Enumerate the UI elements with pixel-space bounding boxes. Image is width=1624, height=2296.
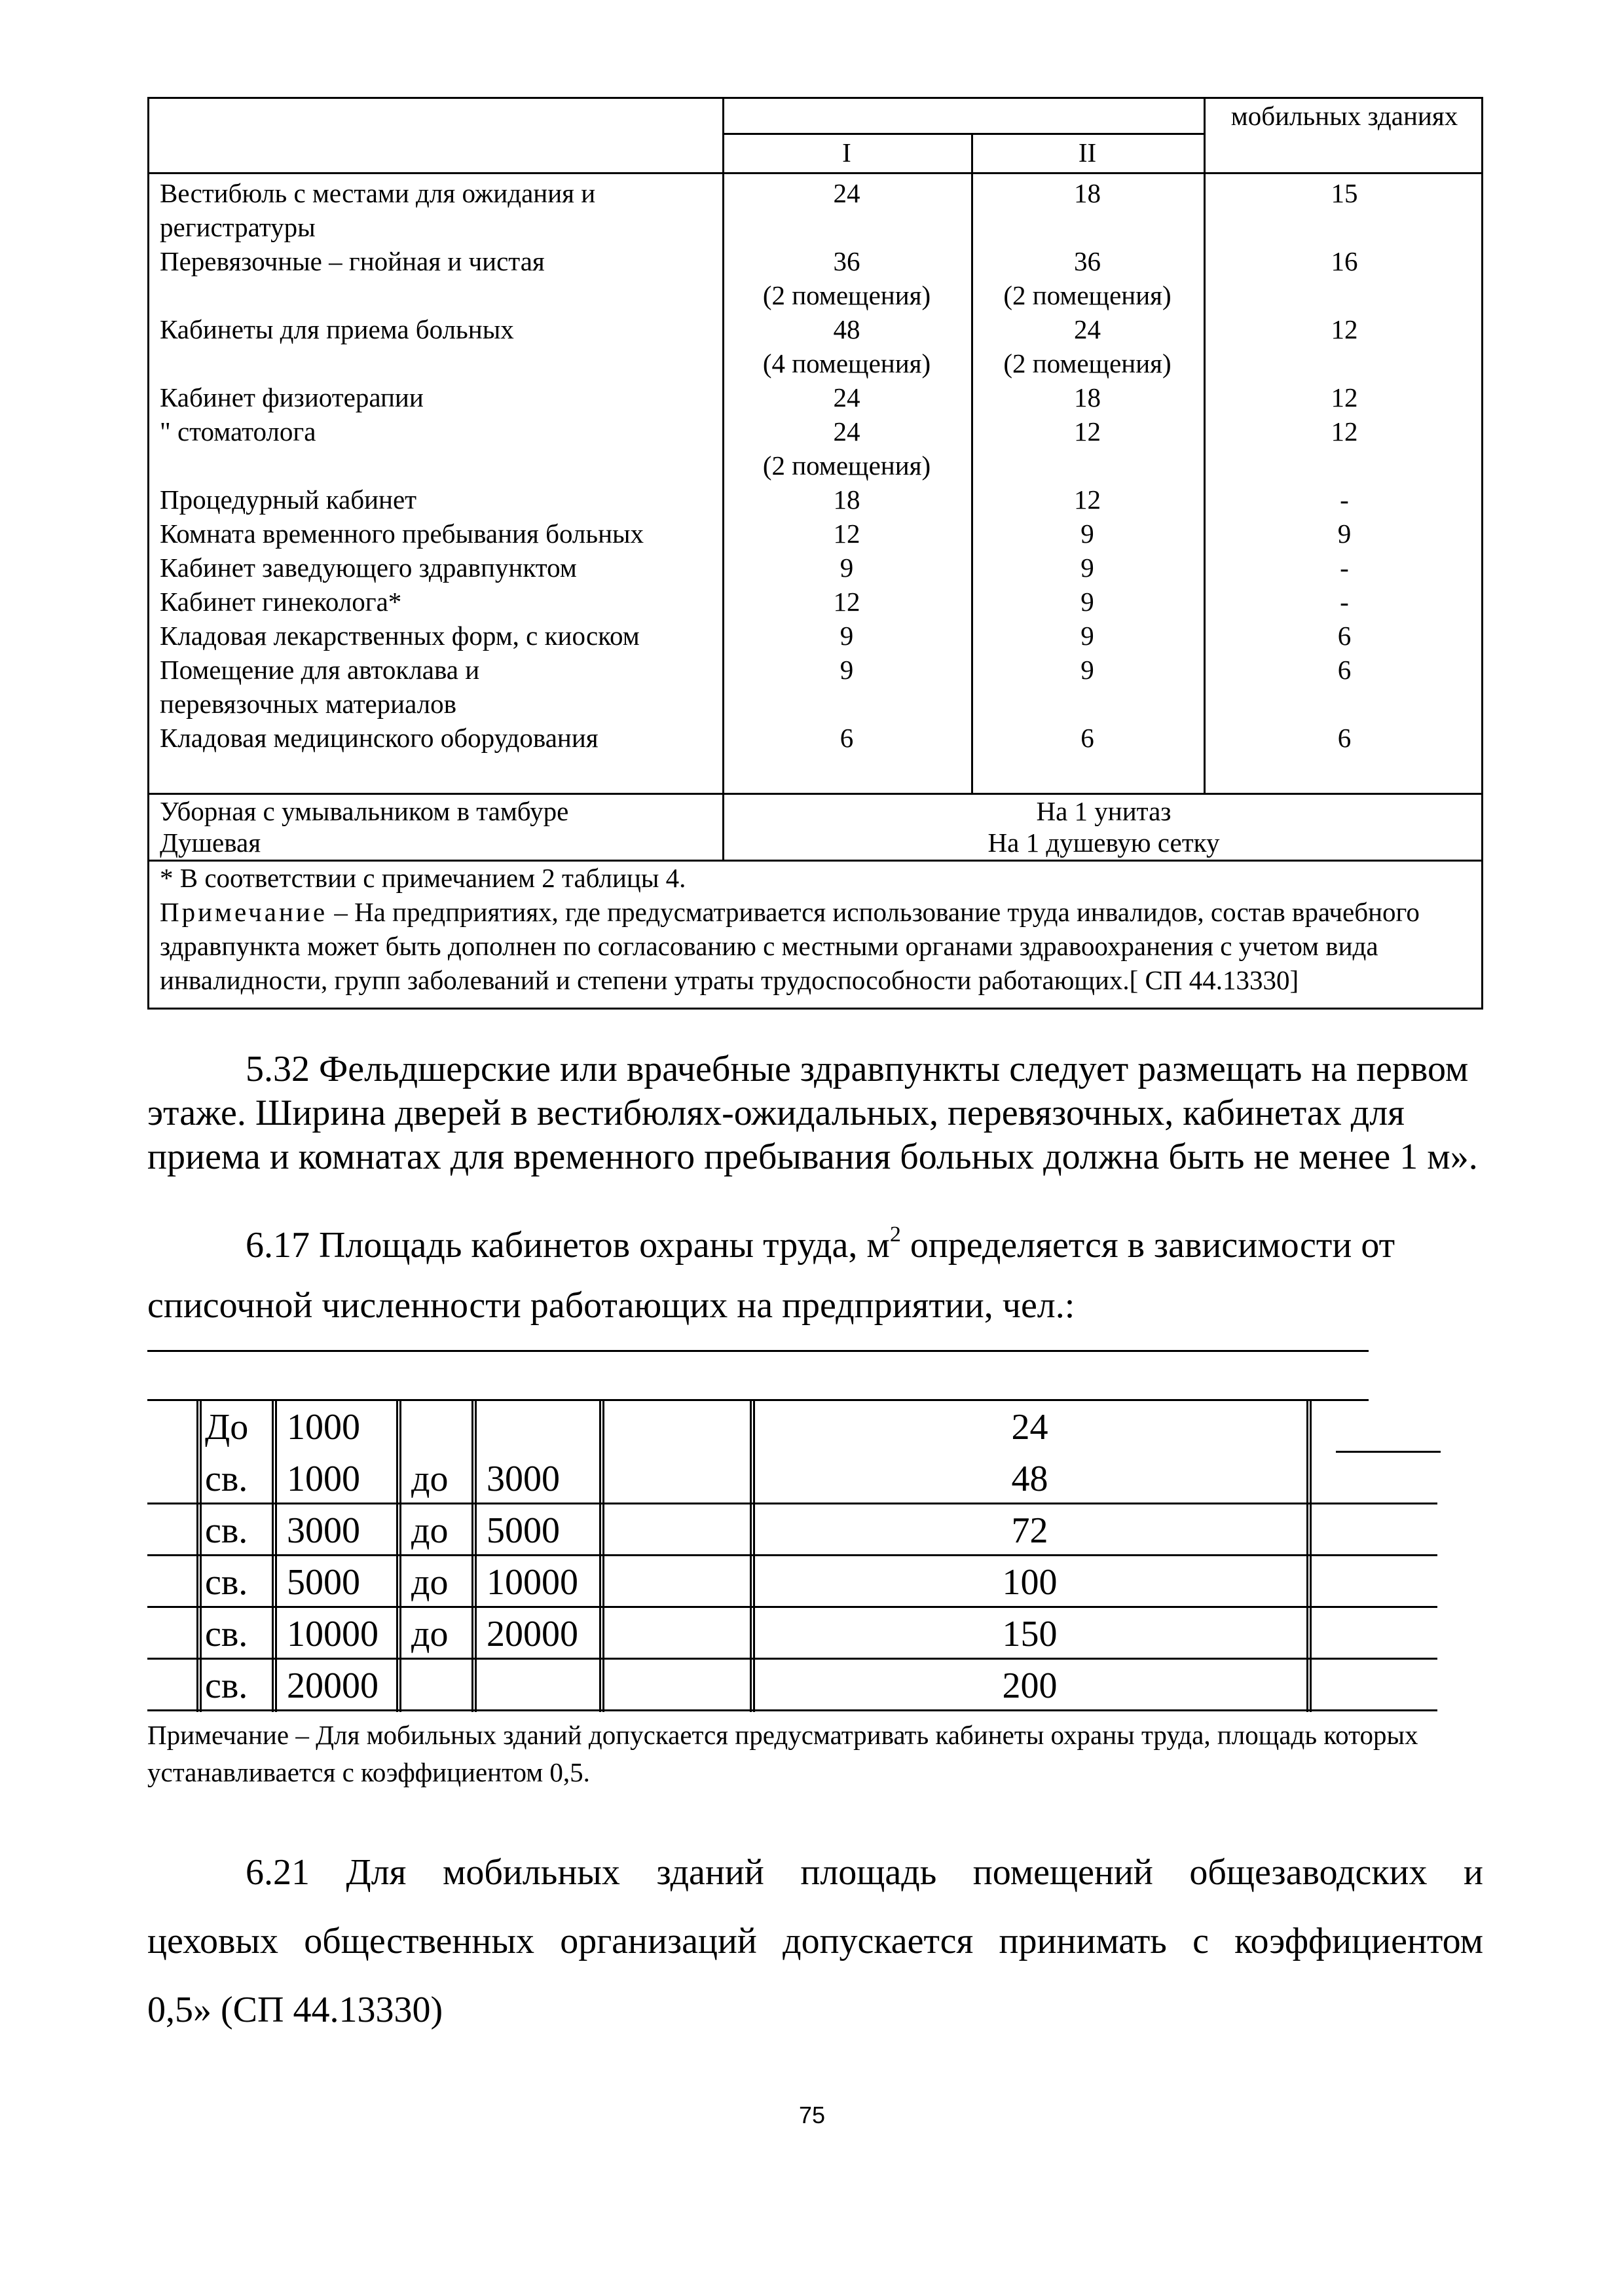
row-value-col-ii: 9 xyxy=(1080,553,1094,583)
table2-area-value: 200 xyxy=(1002,1666,1058,1706)
table2-cell-c: до xyxy=(411,1510,449,1551)
row-value-col-i: 9 xyxy=(840,621,854,651)
row-value-col-ii: 12 xyxy=(1074,484,1101,515)
header-mobile-buildings: мобильных зданиях xyxy=(1230,101,1458,131)
row-label: Процедурный кабинет xyxy=(160,484,417,515)
row-label: Кабинет заведующего здравпунктом xyxy=(160,553,577,583)
table2-cell-a: св. xyxy=(205,1459,248,1499)
table1-footnote: * В соответствии с примечанием 2 таблицы 4. xyxy=(160,863,686,893)
row-label: Кабинет гинеколога* xyxy=(160,587,402,617)
span-row-label: Уборная с умывальником в тамбуре xyxy=(160,796,569,826)
table2-area-value: 24 xyxy=(1011,1407,1048,1448)
row-label: Кладовая медицинского оборудования xyxy=(160,723,599,753)
row-value-col-ii: 9 xyxy=(1080,587,1094,617)
row-value-mobile: 6 xyxy=(1337,723,1352,753)
row-value-mobile: 16 xyxy=(1331,246,1358,276)
table2-row-rule xyxy=(1336,1451,1441,1453)
row-value-col-i: 24 xyxy=(833,178,860,208)
row-value-col-i: 12 xyxy=(833,519,860,549)
row-label: Комната временного пребывания больных xyxy=(160,519,644,549)
paragraph-6-21-line: 0,5» (СП 44.13330) xyxy=(147,1990,443,2030)
row-label: Вестибюль с местами для ожидания и xyxy=(160,178,596,208)
note-lead: Примечание xyxy=(160,897,328,927)
row-value-col-i: 24 xyxy=(833,382,860,412)
row-value-col-i: 12 xyxy=(833,587,860,617)
span-row-value: На 1 унитаз xyxy=(1036,796,1172,826)
row-value-col-ii: (2 помещения) xyxy=(1003,348,1172,378)
table2-cell-b: 1000 xyxy=(287,1459,360,1499)
paragraph-6-21-line: 6.21 Для мобильных зданий площадь помещений общезаводских и xyxy=(246,1852,1483,1893)
table2-cell-d: 10000 xyxy=(487,1562,578,1603)
table2-cell-b: 20000 xyxy=(287,1666,378,1706)
p617-text-end: определяется в зависимости от xyxy=(900,1225,1395,1266)
row-value-col-ii: 6 xyxy=(1080,723,1094,753)
table2-cell-c: до xyxy=(411,1459,449,1499)
row-label: регистратуры xyxy=(160,212,316,242)
row-value-mobile: - xyxy=(1340,484,1349,515)
p617-text: 6.17 Площадь кабинетов охраны труда, м xyxy=(246,1225,890,1266)
table2-cell-a: св. xyxy=(205,1510,248,1551)
row-value-col-i: 36 xyxy=(833,246,860,276)
row-value-mobile: 6 xyxy=(1337,621,1352,651)
header-col-ii: II xyxy=(1078,137,1097,168)
row-value-col-i: (4 помещения) xyxy=(762,348,931,378)
row-label: Кладовая лекарственных форм, с киоском xyxy=(160,621,640,651)
row-label: перевязочных материалов xyxy=(160,689,457,719)
table2-cell-d: 3000 xyxy=(487,1459,560,1499)
header-col-i: I xyxy=(842,137,851,168)
row-value-col-ii: 9 xyxy=(1080,655,1094,685)
table2-cell-c: до xyxy=(411,1562,449,1603)
row-value-col-ii: 18 xyxy=(1074,382,1101,412)
table2-cell-a: св. xyxy=(205,1666,248,1706)
row-value-col-i: 18 xyxy=(833,484,860,515)
table1-note xyxy=(160,895,1469,997)
row-value-col-ii: 9 xyxy=(1080,621,1094,651)
table2-cell-d: 5000 xyxy=(487,1510,560,1551)
row-label: Перевязочные – гнойная и чистая xyxy=(160,246,545,276)
row-label: Кабинеты для приема больных xyxy=(160,314,514,344)
table2-cell-c: до xyxy=(411,1614,449,1654)
row-value-col-ii: 12 xyxy=(1074,416,1101,446)
row-value-mobile: 15 xyxy=(1331,178,1358,208)
row-value-col-ii: 9 xyxy=(1080,519,1094,549)
table2-cell-b: 1000 xyxy=(287,1407,360,1448)
table2-cell-b: 5000 xyxy=(287,1562,360,1603)
row-label: Помещение для автоклава и xyxy=(160,655,480,685)
table2-cell-b: 10000 xyxy=(287,1614,378,1654)
row-value-mobile: 12 xyxy=(1331,416,1358,446)
table2-bottom-rule xyxy=(147,1709,1437,1711)
paragraph-6-21-line: цеховых общественных организаций допускается принимать с коэффициентом xyxy=(147,1921,1483,1961)
table2-cell-d: 20000 xyxy=(487,1614,578,1654)
row-value-col-i: 48 xyxy=(833,314,860,344)
row-value-col-i: 9 xyxy=(840,553,854,583)
p617-sup: 2 xyxy=(889,1222,901,1247)
table2-cell-b: 3000 xyxy=(287,1510,360,1551)
row-value-mobile: 12 xyxy=(1331,382,1358,412)
row-value-col-i: 24 xyxy=(833,416,860,446)
row-value-col-ii: 36 xyxy=(1074,246,1101,276)
row-label: " стоматолога xyxy=(160,416,316,446)
table2-area-value: 150 xyxy=(1002,1614,1058,1654)
page-number: 75 xyxy=(798,2102,826,2128)
paragraph-6-17-line1 xyxy=(147,1223,1483,1267)
table2-area-value: 72 xyxy=(1011,1510,1048,1551)
paragraph-6-17-line2: списочной численности работающих на предприятии, чел.: xyxy=(147,1285,1075,1326)
row-value-col-i: (2 помещения) xyxy=(762,280,931,310)
row-value-mobile: 6 xyxy=(1337,655,1352,685)
table2-note: Примечание – Для мобильных зданий допускается предусматривать кабинеты охраны труда, площадь которых устанавливается с коэффициентом 0,5. xyxy=(147,1720,1418,1787)
table2-cell-a: До xyxy=(205,1407,249,1448)
table2-area-value: 48 xyxy=(1011,1459,1048,1499)
row-value-mobile: 9 xyxy=(1337,519,1352,549)
table2-cell-a: св. xyxy=(205,1562,248,1603)
row-value-mobile: - xyxy=(1340,553,1349,583)
row-value-col-ii: 18 xyxy=(1074,178,1101,208)
row-value-col-i: (2 помещения) xyxy=(762,450,931,481)
paragraph-5-32: 5.32 Фельдшерские или врачебные здравпункты следует размещать на первом этаже. Ширина дверей в вестибюлях-ожидальных, перевязочных, кабинетах для приема и комнатах для временного пребывания больных должна быть не менее 1 м». xyxy=(147,1049,1478,1177)
table2-top-rule xyxy=(147,1350,1369,1352)
table2-cell-a: св. xyxy=(205,1614,248,1654)
row-value-col-i: 9 xyxy=(840,655,854,685)
row-value-mobile: - xyxy=(1340,587,1349,617)
note-text: – На предприятиях, где предусматривается использование труда инвалидов, состав врачебного здравпункта может быть дополнен по согласованию с местными органами здравоохранения с учетом вида инвалидности, групп заболеваний и степени утраты трудоспособности работающих.[ СП 44.13330] xyxy=(160,897,1420,995)
row-value-col-i: 6 xyxy=(840,723,854,753)
span-row-label: Душевая xyxy=(160,828,261,858)
table2-area-value: 100 xyxy=(1002,1562,1058,1603)
row-value-mobile: 12 xyxy=(1331,314,1358,344)
span-row-value: На 1 душевую сетку xyxy=(987,828,1220,858)
row-value-col-ii: 24 xyxy=(1074,314,1101,344)
facility-area-table xyxy=(147,97,1483,1010)
row-label: Кабинет физиотерапии xyxy=(160,382,424,412)
row-value-col-ii: (2 помещения) xyxy=(1003,280,1172,310)
